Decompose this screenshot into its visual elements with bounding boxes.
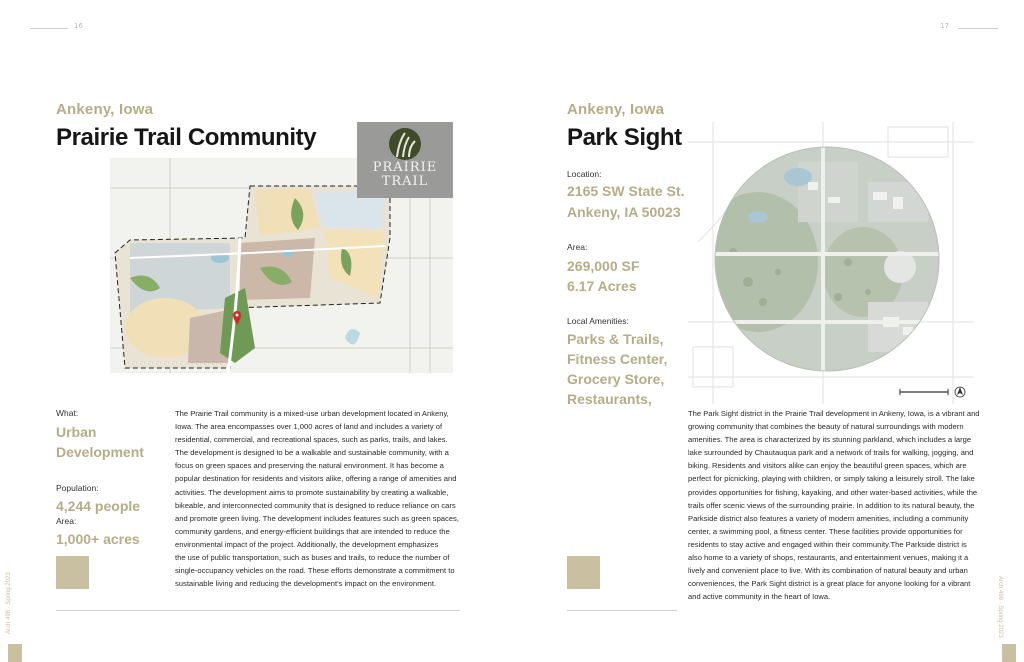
body-line: biking. Residents and visitors alike can enjoy the beautiful green spaces, which are — [688, 461, 967, 471]
top-rule-right — [958, 28, 998, 29]
population-label: Population: — [56, 483, 99, 493]
bottom-rule-right — [567, 610, 677, 611]
logo-line-1: PRAIRIE — [372, 160, 438, 175]
body-line: environmental impact of the project. Additionally, the development emphasizes — [175, 539, 439, 549]
body-line: lively and convenient place to live. With its combination of natural beauty and urban — [688, 566, 968, 576]
amenity-2: Fitness Center, — [567, 351, 668, 367]
north-arrow-icon — [955, 387, 965, 397]
corner-block-right — [1002, 644, 1016, 662]
bottom-rule-left — [56, 610, 460, 611]
body-line: conveniences, the Park Sight district is a great place for anyone looking for a vibrant — [688, 579, 971, 589]
area-label-left: Area: — [56, 516, 77, 526]
area-value-left: 1,000+ acres — [56, 531, 140, 547]
body-line: Parkside district also features a variety of modern amenities, including a community — [688, 513, 969, 523]
body-line: single-occupancy vehicles on the road. These efforts demonstrate a commitment to — [175, 566, 455, 576]
body-line: residential, commercial, and recreational spaces, such as parks, trails, and lakes. — [175, 435, 448, 445]
body-line: and promote green living. The development includes features such as green spaces, — [175, 513, 459, 523]
body-line: The Park Sight district in the Prairie Trail development in Ankeny, Iowa, is a vibrant and — [688, 409, 980, 418]
body-line: growing community that combines the beauty of natural surroundings with modern — [688, 422, 964, 432]
what-label: What: — [56, 408, 79, 418]
area-label-right: Area: — [567, 242, 588, 252]
body-line: focus on green spaces and preserving the natural environment. It has become a — [175, 461, 444, 471]
amenity-4: Restaurants, — [567, 391, 652, 407]
body-line: the use of public transportation, such as buses and trails, to reduce the number of — [175, 553, 450, 563]
body-line: provides opportunities for fishing, kayaking, and other water-based activities, while the — [688, 487, 978, 497]
amenity-1: Parks & Trails, — [567, 331, 664, 347]
body-line: and active community in the heart of Iowa. — [688, 592, 831, 602]
population-value: 4,244 people — [56, 498, 141, 514]
body-line: bikeable, and interconnected community that is designed to reduce reliance on cars — [175, 500, 456, 510]
what-value-line-1: Urban — [56, 424, 97, 440]
page-number-left: 16 — [74, 22, 83, 30]
page-number-right: 17 — [940, 22, 949, 30]
location-line-2: Ankeny, IA 50023 — [567, 204, 681, 220]
body-line: center, a swimming pool, a fitness center. These facilities provide opportunities for — [688, 526, 963, 536]
park-sight-aerial-map — [688, 122, 973, 404]
body-line: lake surrounded by Chautauqua park and a network of trails for walking, jogging, and — [688, 448, 974, 458]
side-text-right: Arch 498 · Spring 2023 — [997, 576, 1003, 638]
area-value-right-1: 269,000 SF — [567, 258, 640, 274]
right-title: Park Sight — [567, 124, 682, 151]
body-line: also home to a variety of shops, restaurants, and entertainment venues, making it a — [688, 553, 969, 563]
prairie-trail-logo — [357, 122, 453, 198]
right-body-text — [688, 407, 988, 603]
body-line: Iowa. The area encompasses over 1,000 acres of land and includes a variety of — [175, 422, 443, 432]
body-line: sustainable living and reducing the development's impact on the environment. — [175, 579, 437, 589]
what-value-line-2: Development — [56, 444, 144, 460]
color-swatch-left — [56, 556, 89, 589]
body-line: trails offer scenic views of the surrounding prairie. In addition to its natural beauty, the — [688, 500, 975, 510]
left-title: Prairie Trail Community — [56, 124, 317, 151]
amenity-3: Grocery Store, — [567, 371, 665, 387]
area-value-right-2: 6.17 Acres — [567, 278, 637, 294]
body-line: popular destination for residents and visitors alike, offering a range of amenities and — [175, 474, 457, 484]
left-body-text — [175, 407, 465, 590]
corner-block-left — [8, 644, 22, 662]
top-rule-left — [30, 28, 68, 29]
body-line: residents to stay active and engaged within their community.The Parkside district is — [688, 539, 967, 549]
prairie-trail-logo-icon — [387, 127, 423, 161]
logo-line-2: TRAIL — [381, 174, 429, 189]
right-kicker: Ankeny, Iowa — [567, 101, 665, 118]
body-line: The Prairie Trail community is a mixed-use urban development located in Ankeny, — [175, 409, 449, 418]
body-line: perfect for picnicking, playing with children, or simply taking a leisurely stroll. The lake — [688, 474, 975, 484]
body-line: The development is designed to be a walkable and sustainable community, with a — [175, 448, 449, 458]
location-label: Location: — [567, 169, 602, 179]
scale-bar-icon — [900, 389, 948, 395]
location-line-1: 2165 SW State St. — [567, 183, 685, 199]
amenities-label: Local Amenities: — [567, 316, 629, 326]
color-swatch-right — [567, 556, 600, 589]
side-text-left: Arch 498 · Spring 2023 — [6, 572, 12, 634]
body-line: activities. The development aims to promote sustainability by creating a walkable, — [175, 487, 449, 497]
body-line: community gardens, and energy-efficient buildings that are intended to reduce the — [175, 526, 450, 536]
body-line: amenities. The area is characterized by its stunning parkland, which includes a large — [688, 435, 972, 445]
left-kicker: Ankeny, Iowa — [56, 101, 154, 118]
